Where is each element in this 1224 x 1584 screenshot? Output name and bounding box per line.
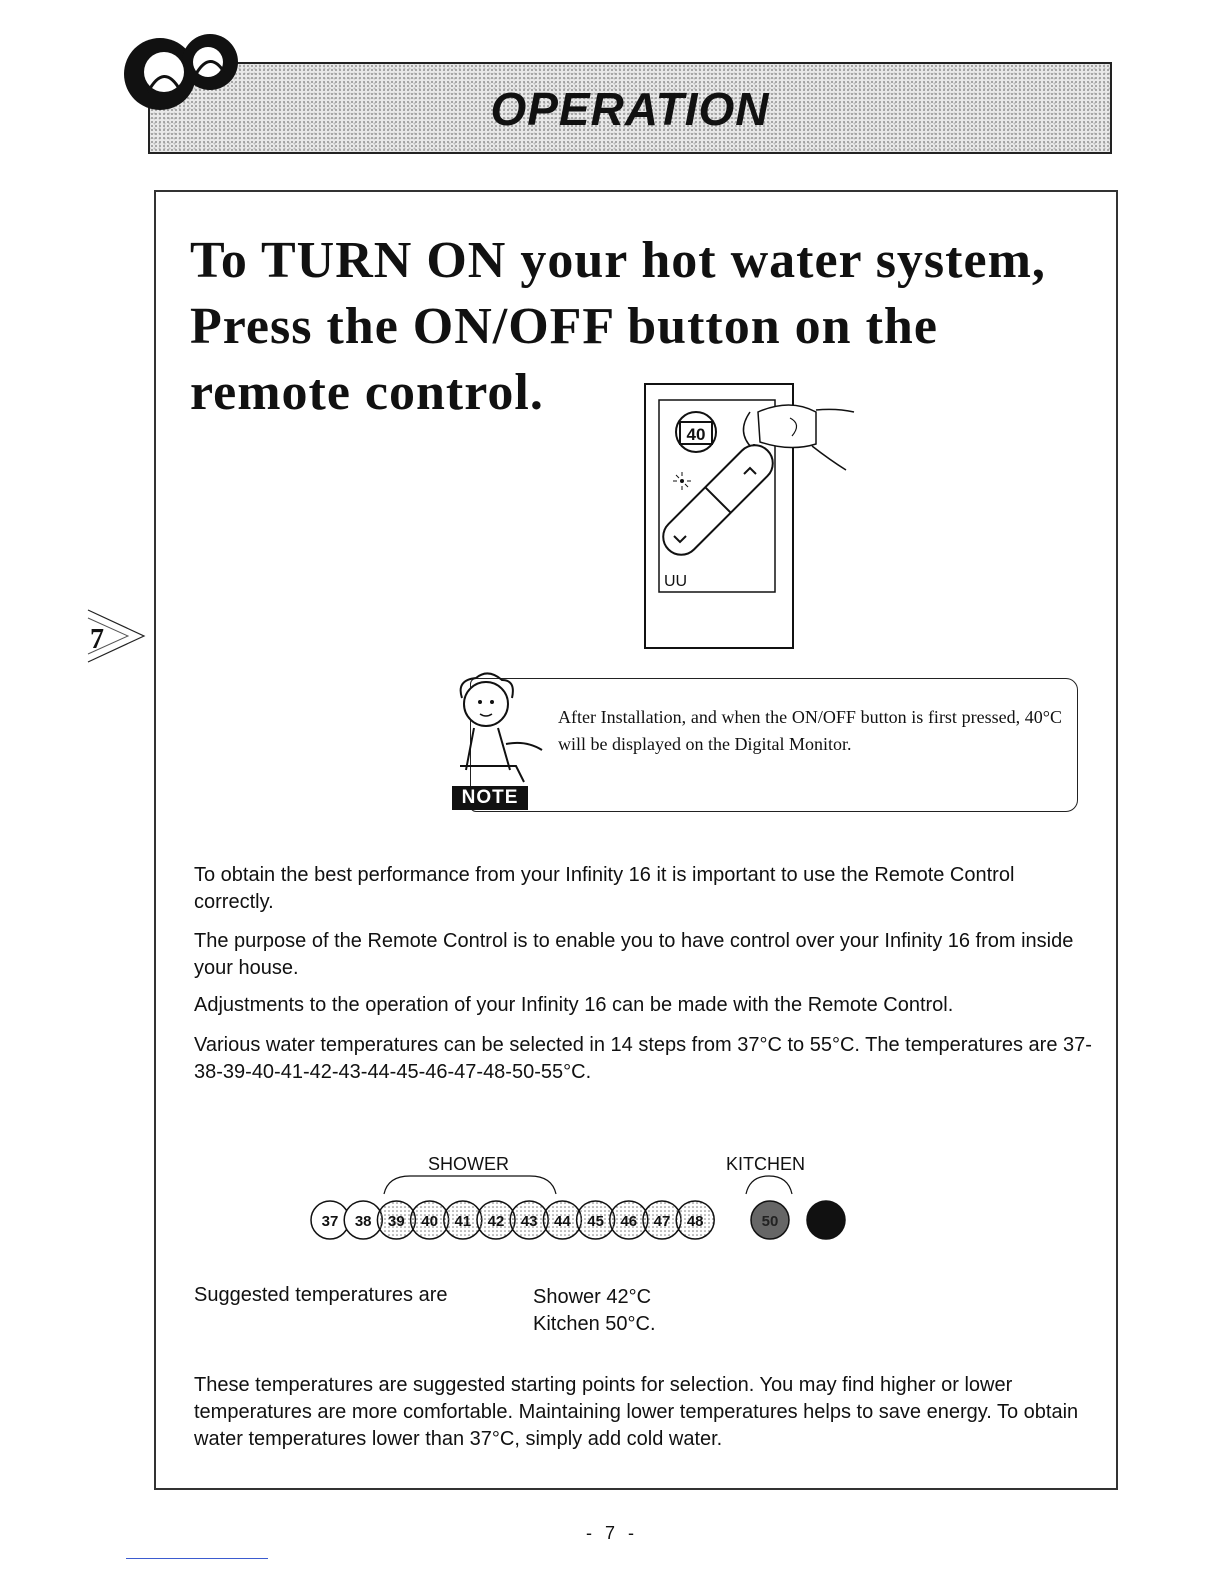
temperature-step-label: 37	[321, 1213, 339, 1230]
page-marker-number: 7	[90, 624, 104, 655]
suggested-label: Suggested temperatures are	[194, 1284, 448, 1306]
temperature-step-label: 47	[653, 1213, 671, 1230]
suggested-shower: Shower 42°C	[533, 1286, 652, 1308]
headline-line-3: remote control.	[190, 364, 544, 421]
note-label: NOTE	[452, 786, 528, 810]
suggested-values	[533, 1284, 656, 1338]
temperature-step-label: 44	[554, 1213, 571, 1230]
remote-bottom-text: UU	[664, 573, 688, 590]
page-number: - 7 -	[585, 1523, 638, 1543]
note-text: After Installation, and when the ON/OFF button is first pressed, 40°C will be displayed on the Digital Monitor.	[558, 707, 1062, 754]
kitchen-label: KITCHEN	[726, 1154, 806, 1174]
temperature-step-label: 41	[454, 1213, 472, 1230]
section-title: OPERATION	[490, 83, 770, 135]
remote-display-value: 40	[686, 425, 706, 444]
temperature-step-label: 39	[388, 1213, 405, 1230]
headline-line-2: Press the ON/OFF button on the	[190, 298, 938, 355]
temperature-step-circle	[807, 1201, 845, 1239]
section-header-banner	[148, 62, 1112, 154]
temperature-scale-graphic	[308, 1190, 868, 1250]
paragraph-purpose: The purpose of the Remote Control is to enable you to have control over your Infinity 16 from inside your house.	[194, 930, 1074, 979]
temperature-step-label: 42	[487, 1213, 505, 1230]
temperature-scale	[308, 1190, 868, 1250]
remote-control-illustration	[640, 382, 860, 652]
temperature-step-label: 38	[354, 1213, 372, 1230]
temperature-step-label: 48	[686, 1213, 704, 1230]
temperature-step-label: 46	[620, 1213, 638, 1230]
shower-label: SHOWER	[428, 1154, 509, 1174]
page-marker-arrow-icon	[86, 606, 150, 666]
paragraph-closing: These temperatures are suggested starting points for selection. You may find higher or lower temperatures are more comfortable. Maintaining lower temperatures helps to save energy. To obtain water temperatures lower than 37°C, simply add cold water.	[194, 1374, 1079, 1450]
temperature-step-label: 43	[520, 1213, 538, 1230]
paragraph-performance: To obtain the best performance from your Infinity 16 it is important to use the Remote Control correctly.	[194, 864, 1015, 913]
temperature-step-label: 40	[421, 1213, 438, 1230]
footer-rule	[126, 1558, 268, 1559]
headline-line-1: To TURN ON your hot water system,	[190, 232, 1046, 289]
temperature-step-label: 50	[761, 1213, 779, 1230]
paragraph-adjustments: Adjustments to the operation of your Infinity 16 can be made with the Remote Control.	[194, 994, 954, 1016]
operation-logo-icon	[118, 32, 268, 142]
paragraph-temperatures: Various water temperatures can be selected in 14 steps from 37°C to 55°C. The temperatures are 37-38-39-40-41-42-43-44-45-46-47-48-50-55°C.	[194, 1034, 1092, 1083]
temperature-step-label: 45	[587, 1213, 604, 1230]
suggested-kitchen: Kitchen 50°C.	[533, 1313, 656, 1335]
